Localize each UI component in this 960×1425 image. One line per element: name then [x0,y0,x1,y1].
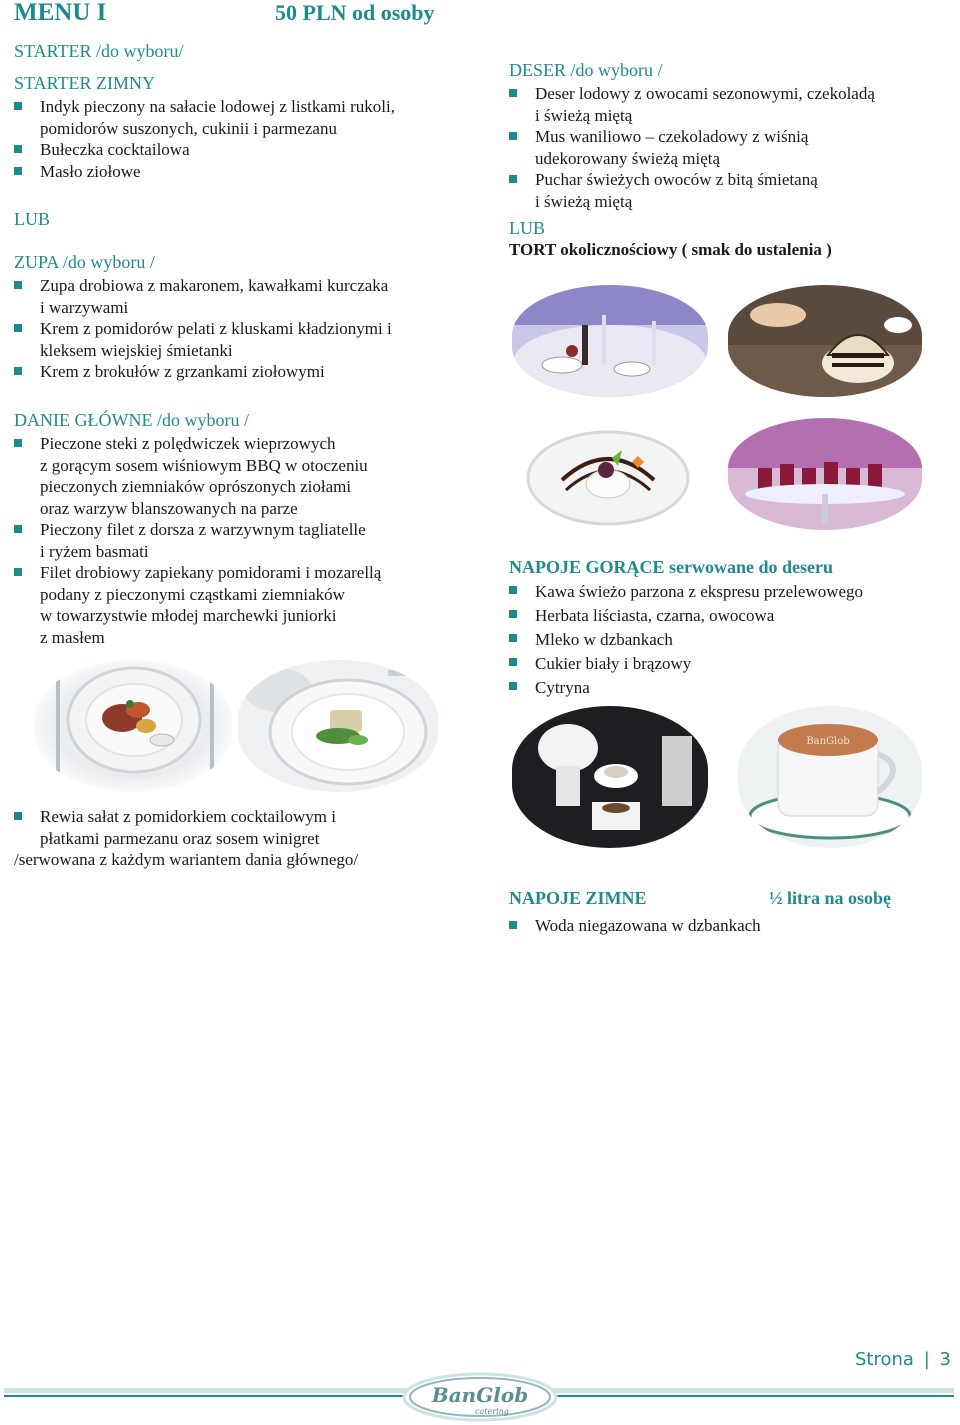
square-bullet-icon [509,586,517,594]
square-bullet-icon [14,568,22,576]
hot-drinks-heading: NAPOJE GORĄCE serwowane do deseru [509,557,833,577]
list-item [14,139,395,161]
list-item [14,433,381,519]
svg-text:catering: catering [475,1407,509,1416]
menu-title: MENU I [14,0,107,26]
list-item-line: Indyk pieczony na sałacie lodowej z listkami rukoli, [40,97,396,116]
main-course-list [14,433,381,648]
list-item [14,806,336,849]
list-item-line: Cukier biały i brązowy [535,654,692,673]
list-item-line: podany z pieczonymi cząstkami ziemniaków [40,584,345,604]
main-course-heading: DANIE GŁÓWNE /do wyboru / [14,410,249,430]
list-item-line: pomidorów suszonych, cukinii i parmezanu [40,118,337,138]
hot-drinks-list [509,580,863,700]
list-item [14,275,392,318]
photo-tea-set [512,706,708,848]
photo-plated-fish [238,660,438,792]
square-bullet-icon [14,324,22,332]
list-item-line: Cytryna [535,678,590,697]
list-item [509,604,863,628]
list-item-line: Zupa drobiowa z makaronem, kawałkami kurczaka [40,276,389,295]
list-item-line: Woda niegazowana w dzbankach [535,916,761,935]
square-bullet-icon [14,281,22,289]
price-per-person: 50 PLN od osoby [275,0,435,25]
starter-heading: STARTER /do wyboru/ [14,41,184,61]
list-item [509,652,863,676]
list-item-line: Mus waniliowo – czekoladowy z wiśnią [535,127,809,146]
list-item [509,915,761,937]
soup-heading: ZUPA /do wyboru / [14,252,155,272]
list-item-line: z masłem [40,627,105,647]
list-item-line: Rewia sałat z pomidorkiem cocktailowym i [40,807,337,826]
banglob-logo [402,1372,558,1422]
salad-list [14,806,336,849]
photo-dessert-plate [522,418,694,530]
square-bullet-icon [509,132,517,140]
square-bullet-icon [509,610,517,618]
salad-note: /serwowana z każdym wariantem dania głównego/ [14,850,359,869]
list-item-line: udekorowany świeżą miętą [535,148,721,168]
list-item-line: Bułeczka cocktailowa [40,140,190,159]
list-item-line: Pieczony filet z dorsza z warzywnym tagliatelle [40,520,366,539]
list-item-line: Mleko w dzbankach [535,630,673,649]
list-item [14,519,381,562]
occasional-cake: TORT okolicznościowy ( smak do ustalenia ) [509,240,832,259]
list-item-line: Herbata liściasta, czarna, owocowa [535,606,775,625]
square-bullet-icon [14,439,22,447]
list-item-line: i warzywami [40,297,129,317]
dessert-or-label: LUB [509,218,545,238]
list-item-line: i świeżą miętą [535,105,633,125]
list-item-line: Masło ziołowe [40,161,141,181]
svg-text:BanGlob: BanGlob [806,736,850,747]
list-item-line: w towarzystwie młodej marchewki juniorki [40,606,337,625]
square-bullet-icon [14,145,22,153]
page-separator: | [923,1349,930,1370]
list-item [14,361,392,383]
list-item-line: Puchar świeżych owoców z bitą śmietaną [535,170,818,189]
list-item-line: pieczonych ziemniaków oprószonych ziołami [40,477,352,496]
svg-text:BanGlob: BanGlob [431,1383,529,1407]
photo-plated-meat [34,660,232,792]
list-item [509,126,875,169]
square-bullet-icon [509,658,517,666]
square-bullet-icon [14,102,22,110]
list-item [14,96,395,139]
list-item-line: płatkami parmezanu oraz sosem winigret [40,828,320,848]
list-item-line: z gorącym sosem wiśniowym BBQ w otoczeniu [40,455,368,475]
list-item-line: i świeżą miętą [535,191,633,211]
cold-drinks-quantity: ½ litra na osobę [769,888,892,908]
list-item-line: Krem z brokułów z grzankami ziołowymi [40,362,325,381]
list-item [14,318,392,361]
cold-starter-list [14,96,395,182]
square-bullet-icon [509,921,517,929]
list-item [509,580,863,604]
photo-cake [728,285,922,397]
page-number-value: 3 [939,1349,951,1370]
page-label: Strona [855,1349,914,1370]
list-item-line: Filet drobiowy zapiekany pomidorami i mozarellą [40,563,382,582]
list-item-line: Pieczone steki z polędwiczek wieprzowych [40,434,336,453]
list-item-line: i ryżem basmati [40,541,149,561]
list-item [14,161,395,183]
list-item-line: Deser lodowy z owocami sezonowymi, czekoladą [535,84,875,103]
cold-drinks-list [509,915,761,937]
list-item-line: kleksem wiejskiej śmietanki [40,340,233,360]
photo-coffee-cup [738,706,922,848]
cold-drinks-heading: NAPOJE ZIMNE [509,888,647,908]
list-item [509,169,875,212]
square-bullet-icon [14,367,22,375]
dessert-heading: DESER /do wyboru / [509,60,663,80]
list-item-line: Krem z pomidorów pelati z kluskami kładzionymi i [40,319,392,338]
list-item [509,676,863,700]
square-bullet-icon [509,634,517,642]
photo-table-setting [512,285,708,397]
list-item [509,83,875,126]
list-item [509,628,863,652]
square-bullet-icon [509,682,517,690]
cold-starter-heading: STARTER ZIMNY [14,73,155,93]
list-item [14,562,381,648]
square-bullet-icon [14,525,22,533]
page-number [855,1349,951,1370]
dessert-list [509,83,875,212]
square-bullet-icon [509,175,517,183]
square-bullet-icon [14,812,22,820]
or-label: LUB [14,209,50,229]
list-item-line: oraz warzyw blanszowanych na parze [40,498,298,518]
square-bullet-icon [14,167,22,175]
list-item-line: Kawa świeżo parzona z ekspresu przelewowego [535,582,864,601]
soup-list [14,275,392,383]
photo-dessert-cups [728,418,922,530]
square-bullet-icon [509,89,517,97]
